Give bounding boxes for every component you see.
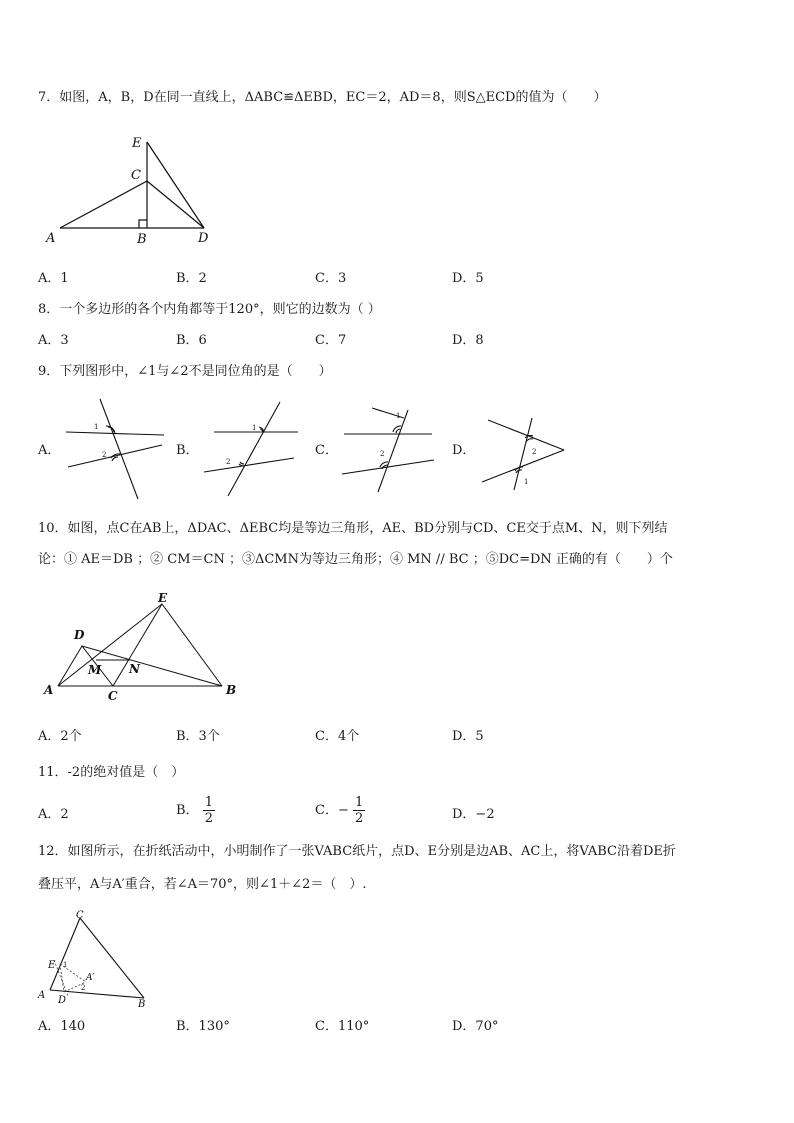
q8-option-a[interactable]: A．3 — [38, 333, 69, 348]
q9c-angle-1: 1 — [396, 412, 401, 420]
q8-text: 8．一个多边形的各个内角都等于120°，则它的边数为（ ） — [38, 302, 381, 317]
q9-figure-d — [480, 416, 572, 492]
q11-option-a[interactable]: A．2 — [38, 807, 69, 822]
q12-line1: 12．如图所示，在折纸活动中，小明制作了一张VABC纸片，点D、E分别是边AB、AC上，将VABC沿着DE折 — [38, 844, 676, 859]
q11-option-c-prefix: C．− — [315, 803, 349, 818]
q12-angle-2: 2 — [81, 984, 86, 992]
q12-line2: 叠压平，A与A′重合，若∠A＝70°，则∠1＋∠2＝（ ）. — [38, 877, 367, 892]
q7-options — [38, 269, 638, 289]
q11-option-c-numerator: 1 — [354, 795, 364, 810]
q7-figure — [38, 130, 228, 250]
q12-options — [38, 1017, 638, 1037]
q7-label-d: D — [198, 231, 209, 246]
q7-option-b[interactable]: B．2 — [176, 271, 207, 286]
q9b-angle-1: 1 — [252, 424, 257, 432]
q10-label-a: A — [44, 683, 54, 697]
q9a-angle-1: 1 — [94, 423, 99, 431]
q10-label-e: E — [158, 591, 168, 605]
q11-text: 11．-2的绝对值是（ ） — [38, 765, 185, 780]
q10-options — [38, 727, 638, 747]
q8-options — [38, 331, 638, 351]
q11-option-b-prefix: B． — [176, 803, 199, 818]
q9-option-d[interactable]: D． — [452, 443, 476, 458]
q7-option-d[interactable]: D．5 — [452, 271, 484, 286]
q12-label-e: E — [48, 960, 56, 971]
q9d-angle-2: 2 — [532, 448, 537, 456]
q10-line1: 10．如图，点C在AB上，ΔDAC、ΔEBC均是等边三角形，AE、BD分别与CD、CE交于点M、N，则下列结 — [38, 521, 668, 536]
q12-label-d: D — [58, 995, 67, 1006]
q9-option-b[interactable]: B． — [176, 443, 199, 458]
q10-option-d[interactable]: D．5 — [452, 729, 484, 744]
q11-option-b-fraction — [203, 795, 215, 826]
q10-label-b: B — [226, 683, 237, 697]
q11-option-c-denominator: 2 — [354, 811, 364, 826]
q10-figure — [38, 588, 248, 706]
q11-option-b-numerator: 1 — [204, 795, 213, 810]
q7-label-b: B — [137, 232, 147, 247]
q12-option-c[interactable]: C．110° — [315, 1019, 370, 1034]
q10-label-m: M — [88, 663, 102, 677]
q7-option-c[interactable]: C．3 — [315, 271, 347, 286]
q9-figure-b — [200, 400, 300, 498]
q12-label-a-prime: A′ — [86, 973, 95, 983]
q11-option-c[interactable] — [315, 795, 365, 826]
q9-option-a[interactable]: A． — [38, 443, 61, 458]
q11-option-c-fraction — [353, 795, 365, 826]
q7-label-a: A — [46, 231, 56, 246]
q9d-angle-1: 1 — [524, 478, 529, 486]
q12-label-c: C — [76, 910, 84, 921]
q7-option-a[interactable]: A．1 — [38, 271, 69, 286]
q12-figure — [34, 908, 158, 1012]
q10-line2: 论：① AE＝DB ；② CM＝CN ；③ΔCMN为等边三角形；④ MN // BC ；⑤DC=DN 正确的有（ ）个 — [38, 552, 673, 567]
q11-option-b-denominator: 2 — [204, 811, 213, 826]
q12-label-a: A — [38, 990, 46, 1001]
q9-figure-a — [62, 397, 168, 501]
q12-option-d[interactable]: D．70° — [452, 1019, 499, 1034]
q12-angle-1: 1 — [63, 961, 68, 969]
q10-label-d: D — [74, 628, 85, 642]
q12-option-b[interactable]: B．130° — [176, 1019, 230, 1034]
q9c-angle-2: 2 — [380, 450, 385, 458]
q7-label-c: C — [131, 168, 141, 183]
q9a-angle-2: 2 — [102, 451, 107, 459]
q8-option-d[interactable]: D．8 — [452, 333, 484, 348]
q10-option-c[interactable]: C．4个 — [315, 729, 360, 744]
q12-option-a[interactable]: A．140 — [38, 1019, 86, 1034]
q11-option-b[interactable] — [176, 795, 215, 826]
q10-label-n: N — [129, 662, 140, 676]
q7-label-e: E — [132, 136, 142, 151]
q12-label-b: B — [138, 999, 146, 1010]
q9-option-c[interactable]: C． — [315, 443, 338, 458]
q10-label-c: C — [108, 689, 118, 703]
q11-options — [38, 795, 638, 826]
q8-option-b[interactable]: B．6 — [176, 333, 207, 348]
q9-text: 9．下列图形中，∠1与∠2不是同位角的是（ ） — [38, 364, 332, 379]
q10-option-a[interactable]: A．2个 — [38, 729, 82, 744]
q7-text: 7．如图，A，B，D在同一直线上，ΔABC≌ΔEBD，EC＝2，AD＝8，则S△ECD的值为（ ） — [38, 90, 607, 105]
q9-figure-c — [338, 404, 438, 496]
q11-option-d[interactable]: D．−2 — [452, 807, 495, 822]
q8-option-c[interactable]: C．7 — [315, 333, 347, 348]
q10-option-b[interactable]: B．3个 — [176, 729, 220, 744]
q9b-angle-2: 2 — [226, 458, 231, 466]
